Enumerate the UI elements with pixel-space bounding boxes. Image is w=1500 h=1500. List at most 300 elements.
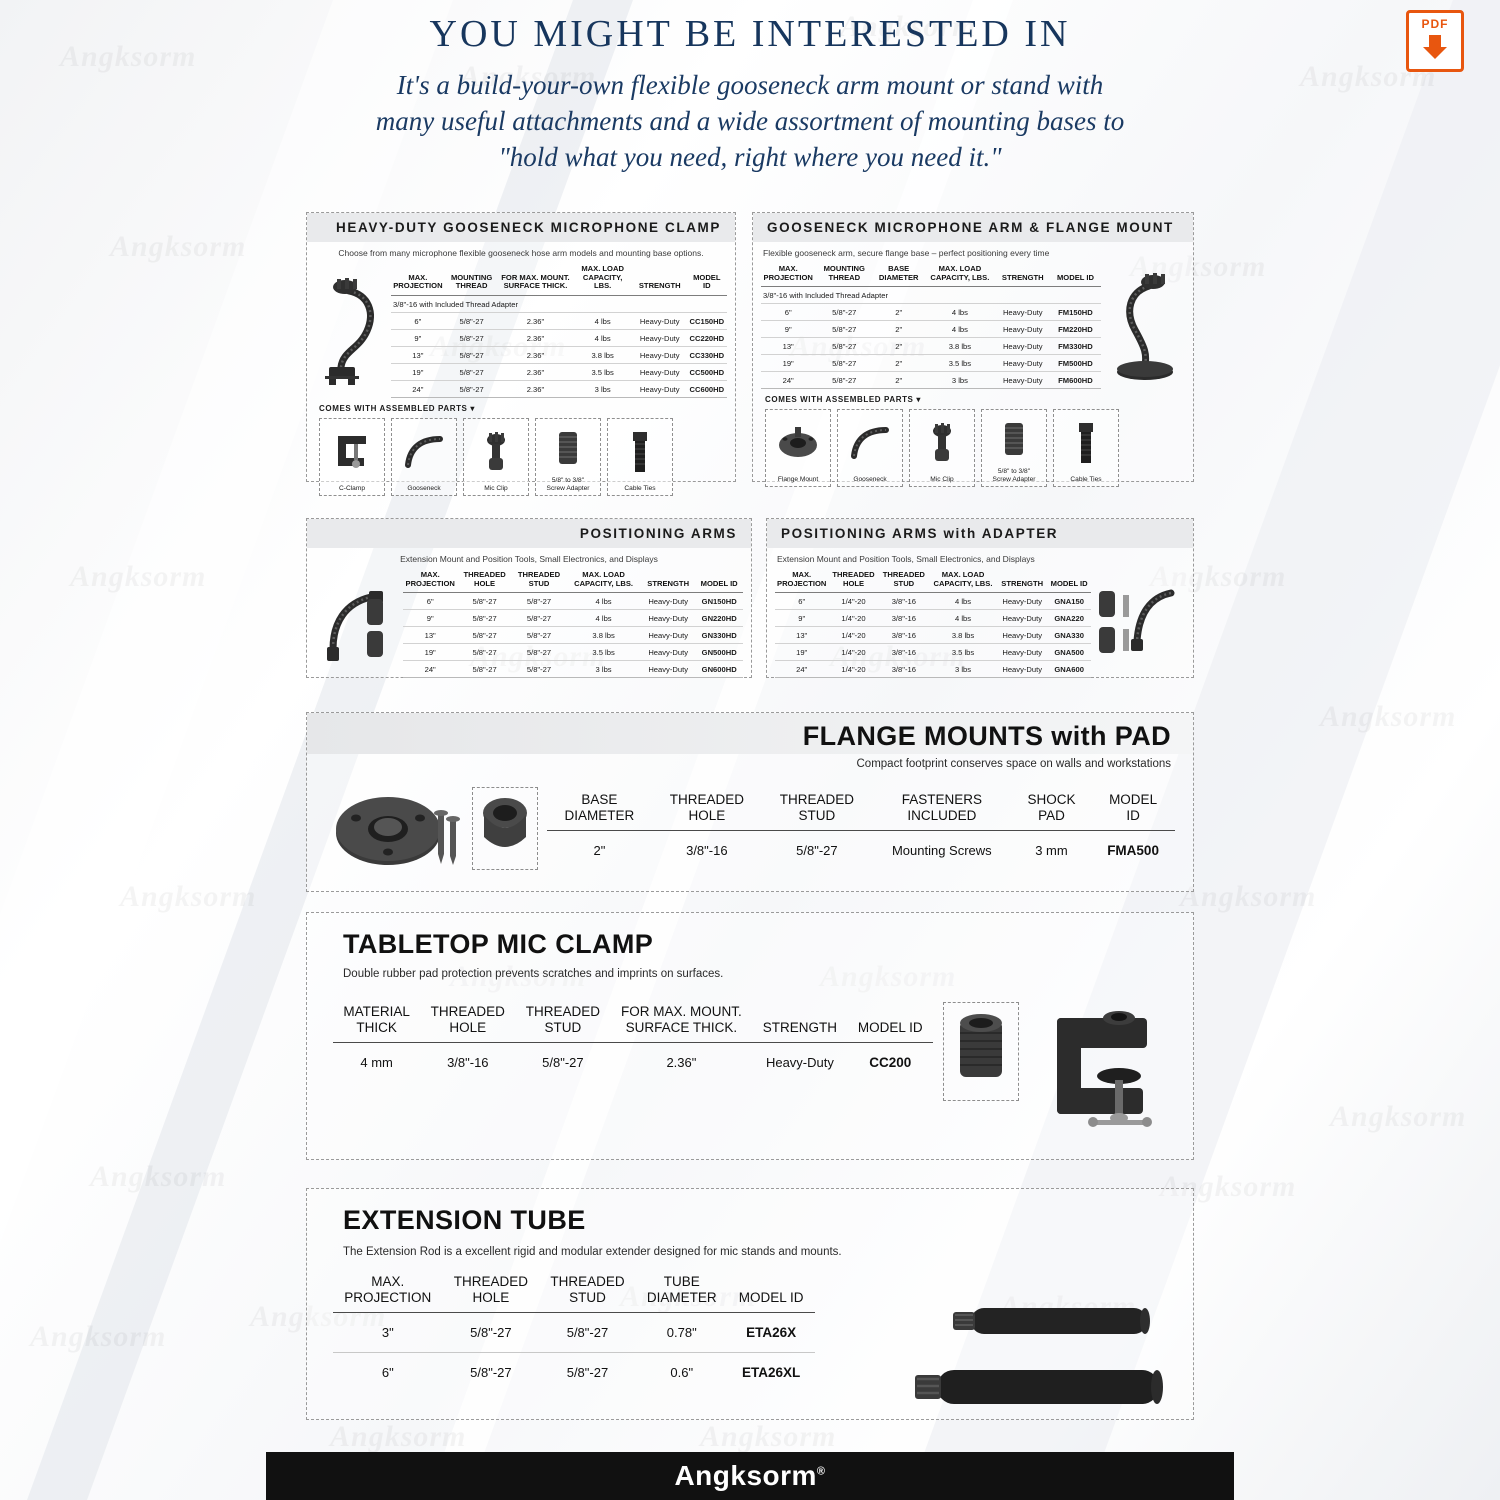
- table-cell: 4 lbs: [924, 304, 995, 321]
- fm-body: [761, 287, 1101, 389]
- table-cell: 1/4"-20: [828, 644, 878, 661]
- table-row: [391, 364, 727, 381]
- tabletop-note: Double rubber pad protection prevents scratches and imprints on surfaces.: [343, 968, 724, 980]
- column-header: THREADED STUD: [515, 998, 610, 1043]
- table-cell: 5/8"-27: [815, 304, 873, 321]
- table-cell: 2.36": [666, 1055, 697, 1071]
- table-subnote: 3/8"-16 with Included Thread Adapter: [391, 296, 727, 313]
- flange-detail-inset: [472, 787, 538, 870]
- column-header: FOR MAX. MOUNT. SURFACE THICK.: [610, 998, 752, 1043]
- table-row: [391, 347, 727, 364]
- assembled-part: [765, 409, 831, 487]
- table-row: [403, 593, 743, 610]
- section-fm-heading: GOOSENECK MICROPHONE ARM & FLANGE MOUNT: [753, 213, 1193, 242]
- column-header: STRENGTH: [641, 568, 695, 593]
- part-label: Mic Clip: [484, 484, 508, 492]
- table-row: [391, 313, 727, 330]
- table-cell: 5/8"-27: [566, 1365, 609, 1381]
- tabletop-heading: TABLETOP MIC CLAMP: [343, 929, 654, 959]
- table-cell: 5/8"-27: [815, 372, 873, 389]
- table-row: [775, 644, 1091, 661]
- part-label: 5/8" to 3/8" Screw Adapter: [546, 477, 590, 492]
- table-cell: 3.8 lbs: [929, 627, 997, 644]
- table-cell: 1/4"-20: [828, 627, 878, 644]
- part-label: Mic Clip: [930, 475, 954, 483]
- table-cell: 5/8"-27: [443, 1313, 540, 1353]
- extension-heading: EXTENSION TUBE: [343, 1205, 586, 1235]
- flange-body: [547, 831, 1175, 871]
- part-icon: [464, 419, 528, 484]
- table-cell: 3/8"-16: [879, 661, 929, 678]
- table-cell: 4 lbs: [929, 610, 997, 627]
- section-cc-heading: HEAVY-DUTY GOOSENECK MICROPHONE CLAMP: [307, 213, 735, 242]
- model-id-cell: FM600HD: [1050, 372, 1101, 389]
- column-header: MAX. LOAD CAPACITY, LBS.: [566, 568, 641, 593]
- cc-assembled-label: COMES WITH ASSEMBLED PARTS ▾: [319, 404, 475, 414]
- column-header: MAX. LOAD CAPACITY, LBS.: [929, 568, 997, 593]
- table-cell: 9": [761, 321, 815, 338]
- table-cell: Heavy-Duty: [996, 304, 1050, 321]
- table-row: [761, 304, 1101, 321]
- table-cell: 5/8"-27: [512, 627, 566, 644]
- flange-heading: FLANGE MOUNTS with PAD: [802, 721, 1171, 751]
- column-header: MAX. LOAD CAPACITY, LBS.: [572, 262, 632, 296]
- table-cell: 3 mm: [1035, 843, 1068, 859]
- model-id-cell: ETA26X: [728, 1313, 815, 1353]
- extension-product-image: [893, 1268, 1183, 1453]
- assembled-part: [391, 418, 457, 496]
- assembled-part: [535, 418, 601, 496]
- table-cell: 24": [761, 372, 815, 389]
- column-header: THREADED HOLE: [828, 568, 878, 593]
- table-cell: 5/8"-27: [512, 644, 566, 661]
- table-row: [775, 593, 1091, 610]
- column-header: THREADED HOLE: [652, 786, 762, 831]
- table-cell: 19": [761, 355, 815, 372]
- table-cell: 5/8"-27: [539, 1313, 636, 1353]
- tabletop-header-row: [333, 998, 933, 1043]
- column-header: MAX. LOAD CAPACITY, LBS.: [924, 262, 995, 287]
- section-extension-tube: [306, 1188, 1194, 1420]
- model-id-cell: GNA220: [1047, 610, 1091, 627]
- model-id-cell: GNA600: [1047, 661, 1091, 678]
- assembled-part: [981, 409, 1047, 487]
- table-row: [403, 610, 743, 627]
- extension-body: [333, 1313, 815, 1393]
- column-header: BASE DIAMETER: [873, 262, 924, 287]
- column-header: STRENGTH: [997, 568, 1047, 593]
- model-id-cell: CC330HD: [687, 347, 727, 364]
- table-cell: Heavy-Duty: [633, 381, 687, 398]
- section-flange-mounts-pad: [306, 712, 1194, 892]
- table-row: [761, 355, 1101, 372]
- table-row: [333, 1313, 815, 1353]
- part-icon: [910, 410, 974, 475]
- table-cell: 3.8 lbs: [572, 347, 632, 364]
- assembled-part: [837, 409, 903, 487]
- subtitle-line-2: many useful attachments and a wide assortment of mounting bases to: [375, 105, 1125, 136]
- column-header: MOUNTING THREAD: [445, 262, 499, 296]
- table-row: [333, 1043, 933, 1083]
- section-gn-note: Extension Mount and Position Tools, Small Electronics, and Displays: [400, 554, 658, 564]
- column-header: MAX. PROJECTION: [775, 568, 828, 593]
- model-id-cell: FM500HD: [1050, 355, 1101, 372]
- gn-spec-table: [403, 568, 743, 678]
- table-cell: 13": [775, 627, 828, 644]
- table-cell: 9": [391, 330, 445, 347]
- part-label: Gooseneck: [407, 484, 441, 492]
- column-header: MODEL ID: [687, 262, 727, 296]
- table-cell: Heavy-Duty: [641, 627, 695, 644]
- table-cell: 2.36": [499, 313, 573, 330]
- model-id-cell: ETA26XL: [742, 1365, 801, 1381]
- section-positioning-arms-adapter: [766, 518, 1194, 678]
- table-subnote: 3/8"-16 with Included Thread Adapter: [761, 287, 1101, 304]
- table-cell: 5/8"-27: [512, 661, 566, 678]
- table-cell: 5/8"-27: [445, 330, 499, 347]
- table-cell: 1/4"-20: [828, 593, 878, 610]
- gna-spec-table: [775, 568, 1091, 678]
- table-row: [775, 627, 1091, 644]
- part-icon: [608, 419, 672, 484]
- chevron-down-icon: ▾: [470, 404, 475, 414]
- column-header: THREADED STUD: [879, 568, 929, 593]
- table-cell: 5/8"-27: [445, 364, 499, 381]
- table-cell: Heavy-Duty: [997, 610, 1047, 627]
- cc-parts-row: [307, 413, 735, 496]
- page-subtitle: [0, 68, 1500, 176]
- table-cell: 2": [593, 843, 606, 859]
- table-cell: 2": [873, 338, 924, 355]
- column-header: STRENGTH: [996, 262, 1050, 287]
- part-label: Flange Mount: [777, 475, 819, 483]
- table-cell: 4 lbs: [572, 330, 632, 347]
- model-id-cell: GN600HD: [695, 661, 743, 678]
- table-cell: 2.36": [499, 347, 573, 364]
- part-icon: [320, 419, 384, 484]
- table-cell: 2.36": [499, 364, 573, 381]
- cc-product-image: [313, 262, 391, 398]
- table-cell: Heavy-Duty: [633, 347, 687, 364]
- pdf-download-icon[interactable]: [1406, 10, 1464, 72]
- extension-header-row: [333, 1268, 815, 1313]
- table-cell: 5/8"-27: [457, 610, 511, 627]
- part-label: Cable Ties: [624, 484, 656, 492]
- section-gna-heading: POSITIONING ARMS with ADAPTER: [767, 519, 1193, 548]
- section-gna-note: Extension Mount and Position Tools, Small Electronics, and Displays: [777, 554, 1035, 564]
- cc-spec-table: [391, 262, 727, 398]
- table-cell: 3.5 lbs: [929, 644, 997, 661]
- table-row: [391, 330, 727, 347]
- column-header: MAX. PROJECTION: [403, 568, 457, 593]
- cc-body: [391, 296, 727, 398]
- model-id-cell: GN150HD: [695, 593, 743, 610]
- table-cell: 19": [775, 644, 828, 661]
- column-header: MODEL ID: [847, 998, 933, 1043]
- table-cell: 6": [775, 593, 828, 610]
- table-cell: 6": [381, 1365, 394, 1381]
- assembled-part: [319, 418, 385, 496]
- part-icon: [392, 419, 456, 484]
- flange-product-image: [317, 778, 547, 878]
- table-subnote-row: [391, 296, 727, 313]
- tabletop-detail-inset: [943, 1002, 1019, 1101]
- model-id-cell: GN220HD: [695, 610, 743, 627]
- table-row: [775, 610, 1091, 627]
- page-header: [0, 12, 1500, 176]
- table-cell: 5/8"-27: [815, 355, 873, 372]
- section-fm-note: Flexible gooseneck arm, secure flange base – perfect positioning every time: [763, 248, 1050, 258]
- table-cell: 5/8"-27: [815, 338, 873, 355]
- table-cell: Heavy-Duty: [765, 1055, 834, 1071]
- fm-header-row: [761, 262, 1101, 287]
- table-cell: 5/8"-27: [796, 843, 838, 859]
- table-cell: 5/8"-27: [470, 1365, 512, 1381]
- table-row: [547, 831, 1175, 871]
- pdf-arrow-stem: [1429, 35, 1441, 47]
- assembled-part: [463, 418, 529, 496]
- table-cell: Heavy-Duty: [997, 627, 1047, 644]
- column-header: THREADED STUD: [539, 1268, 636, 1313]
- table-cell: 4 lbs: [929, 593, 997, 610]
- table-cell: 5/8"-27: [445, 347, 499, 364]
- tabletop-spec-table: [333, 998, 933, 1082]
- column-header: FOR MAX. MOUNT. SURFACE THICK.: [499, 262, 573, 296]
- model-id-cell: FM220HD: [1050, 321, 1101, 338]
- model-id-cell: CC150HD: [687, 313, 727, 330]
- table-cell: 5/8"-27: [445, 381, 499, 398]
- column-header: MATERIAL THICK: [333, 998, 420, 1043]
- part-icon: [766, 410, 830, 475]
- column-header: SHOCK PAD: [1012, 786, 1091, 831]
- tabletop-body: [333, 1043, 933, 1083]
- table-cell: 9": [775, 610, 828, 627]
- column-header: THREADED HOLE: [420, 998, 515, 1043]
- part-label: Gooseneck: [853, 475, 887, 483]
- part-icon: [982, 410, 1046, 468]
- table-cell: 5/8"-27: [457, 644, 511, 661]
- column-header: MAX. PROJECTION: [391, 262, 445, 296]
- section-positioning-arms: [306, 518, 752, 678]
- table-cell: Heavy-Duty: [633, 330, 687, 347]
- column-header: MOUNTING THREAD: [815, 262, 873, 287]
- gna-body: [775, 593, 1091, 678]
- fm-assembled-label: COMES WITH ASSEMBLED PARTS ▾: [765, 395, 921, 405]
- table-row: [333, 1353, 815, 1393]
- model-id-cell: CC200: [869, 1055, 912, 1071]
- table-cell: Heavy-Duty: [996, 372, 1050, 389]
- column-header: BASE DIAMETER: [547, 786, 652, 831]
- column-header: MODEL ID: [1047, 568, 1091, 593]
- gna-product-image: [1091, 568, 1187, 678]
- section-cc-note: Choose from many microphone flexible gooseneck hose arm models and mounting base options.: [338, 248, 704, 258]
- page-title: YOU MIGHT BE INTERESTED IN: [429, 13, 1071, 55]
- fm-parts-row: [753, 404, 1193, 487]
- table-cell: 0.78": [636, 1313, 728, 1353]
- column-header: FASTENERS INCLUDED: [872, 786, 1012, 831]
- model-id-cell: GNA150: [1047, 593, 1091, 610]
- table-cell: 3/8"-16: [879, 627, 929, 644]
- column-header: THREADED HOLE: [457, 568, 511, 593]
- column-header: MODEL ID: [695, 568, 743, 593]
- table-cell: 3 lbs: [929, 661, 997, 678]
- model-id-cell: GNA500: [1047, 644, 1091, 661]
- table-cell: 13": [391, 347, 445, 364]
- model-id-cell: FMA500: [1107, 843, 1159, 859]
- table-subnote-row: [761, 287, 1101, 304]
- brand-logo: Angksorm®: [674, 1460, 826, 1491]
- table-cell: 19": [403, 644, 457, 661]
- table-cell: 2": [873, 355, 924, 372]
- table-cell: 13": [403, 627, 457, 644]
- table-cell: Heavy-Duty: [997, 644, 1047, 661]
- table-row: [403, 644, 743, 661]
- part-icon: [536, 419, 600, 477]
- table-cell: Heavy-Duty: [641, 644, 695, 661]
- table-cell: 6": [403, 593, 457, 610]
- table-cell: 3 lbs: [924, 372, 995, 389]
- table-cell: 3": [333, 1313, 443, 1353]
- column-header: MAX. PROJECTION: [333, 1268, 443, 1313]
- table-cell: 1/4"-20: [828, 610, 878, 627]
- table-cell: Heavy-Duty: [996, 338, 1050, 355]
- model-id-cell: GNA330: [1047, 627, 1091, 644]
- model-id-cell: CC600HD: [687, 381, 727, 398]
- table-cell: Heavy-Duty: [633, 364, 687, 381]
- table-cell: 5/8"-27: [512, 593, 566, 610]
- column-header: TUBE DIAMETER: [636, 1268, 728, 1313]
- extension-spec-table: [333, 1268, 815, 1392]
- model-id-cell: CC500HD: [687, 364, 727, 381]
- chevron-down-icon: ▾: [916, 395, 921, 405]
- part-label: 5/8" to 3/8" Screw Adapter: [992, 468, 1036, 483]
- part-icon: [1054, 410, 1118, 475]
- table-cell: 3/8"-16: [879, 644, 929, 661]
- gna-header-row: [775, 568, 1091, 593]
- table-cell: 5/8"-27: [512, 610, 566, 627]
- table-cell: 2": [873, 321, 924, 338]
- table-cell: 5/8"-27: [815, 321, 873, 338]
- table-cell: 5/8"-27: [445, 313, 499, 330]
- assembled-part: [1053, 409, 1119, 487]
- table-cell: Heavy-Duty: [996, 355, 1050, 372]
- table-row: [761, 338, 1101, 355]
- gn-product-image: [313, 568, 403, 678]
- fm-spec-table: [761, 262, 1101, 389]
- column-header: MODEL ID: [1050, 262, 1101, 287]
- table-cell: 3.5 lbs: [566, 644, 641, 661]
- fm-product-image: [1101, 262, 1187, 389]
- flange-spec-table: [547, 786, 1175, 870]
- model-id-cell: GN330HD: [695, 627, 743, 644]
- table-row: [761, 321, 1101, 338]
- table-row: [403, 661, 743, 678]
- table-cell: 3/8"-16: [879, 610, 929, 627]
- pdf-arrow-head: [1423, 47, 1447, 59]
- table-cell: 5/8"-27: [457, 593, 511, 610]
- table-cell: 2.36": [499, 330, 573, 347]
- subtitle-line-1: It's a build-your-own flexible gooseneck arm mount or stand with: [396, 70, 1104, 100]
- table-cell: 0.6": [670, 1365, 694, 1381]
- table-cell: 5/8"-27: [542, 1055, 584, 1071]
- table-cell: Heavy-Duty: [641, 661, 695, 678]
- column-header: MODEL ID: [728, 1268, 815, 1313]
- flange-header-row: [547, 786, 1175, 831]
- part-label: C-Clamp: [338, 484, 365, 492]
- table-cell: 6": [391, 313, 445, 330]
- column-header: STRENGTH: [633, 262, 687, 296]
- column-header: STRENGTH: [752, 998, 847, 1043]
- column-header: THREADED STUD: [512, 568, 566, 593]
- tabletop-product-image: [933, 998, 1183, 1152]
- table-cell: 9": [403, 610, 457, 627]
- column-header: THREADED HOLE: [443, 1268, 540, 1313]
- table-cell: 5/8"-27: [457, 661, 511, 678]
- table-cell: 3.8 lbs: [566, 627, 641, 644]
- table-cell: 3.5 lbs: [924, 355, 995, 372]
- table-row: [761, 372, 1101, 389]
- table-cell: Heavy-Duty: [997, 593, 1047, 610]
- gn-body: [403, 593, 743, 678]
- column-header: MODEL ID: [1091, 786, 1175, 831]
- table-row: [403, 627, 743, 644]
- table-cell: 19": [391, 364, 445, 381]
- table-cell: 3/8"-16: [686, 843, 728, 859]
- part-icon: [838, 410, 902, 475]
- pdf-badge-label: PDF: [1421, 17, 1449, 31]
- table-cell: Heavy-Duty: [996, 321, 1050, 338]
- section-gooseneck-flange-mount: [752, 212, 1194, 482]
- table-cell: 4 lbs: [566, 610, 641, 627]
- table-cell: 3.8 lbs: [924, 338, 995, 355]
- table-cell: 2.36": [499, 381, 573, 398]
- column-header: THREADED STUD: [762, 786, 872, 831]
- model-id-cell: GN500HD: [695, 644, 743, 661]
- table-cell: 1/4"-20: [828, 661, 878, 678]
- table-cell: 6": [761, 304, 815, 321]
- table-cell: 4 lbs: [572, 313, 632, 330]
- model-id-cell: FM150HD: [1050, 304, 1101, 321]
- table-cell: 2": [873, 372, 924, 389]
- subtitle-line-3: "hold what you need, right where you need it.": [498, 141, 1002, 172]
- table-cell: 5/8"-27: [457, 627, 511, 644]
- table-cell: 13": [761, 338, 815, 355]
- table-cell: Mounting Screws: [891, 843, 992, 859]
- cc-header-row: [391, 262, 727, 296]
- table-cell: 24": [403, 661, 457, 678]
- table-cell: Heavy-Duty: [997, 661, 1047, 678]
- table-cell: 4 lbs: [924, 321, 995, 338]
- table-cell: 24": [391, 381, 445, 398]
- extension-note: The Extension Rod is a excellent rigid and modular extender designed for mic stands and mounts.: [343, 1246, 842, 1258]
- table-row: [391, 381, 727, 398]
- table-cell: 3/8"-16: [879, 593, 929, 610]
- assembled-part: [909, 409, 975, 487]
- column-header: MAX. PROJECTION: [761, 262, 815, 287]
- table-cell: 3 lbs: [572, 381, 632, 398]
- section-gn-heading: POSITIONING ARMS: [307, 519, 751, 548]
- table-cell: 4 lbs: [566, 593, 641, 610]
- footer-bar: [266, 1452, 1234, 1500]
- model-id-cell: FM330HD: [1050, 338, 1101, 355]
- table-cell: Heavy-Duty: [641, 593, 695, 610]
- part-label: Cable Ties: [1070, 475, 1102, 483]
- table-cell: 3.5 lbs: [572, 364, 632, 381]
- table-row: [775, 661, 1091, 678]
- table-cell: Heavy-Duty: [641, 610, 695, 627]
- gn-header-row: [403, 568, 743, 593]
- tabletop-clamp-art: [1023, 1002, 1173, 1152]
